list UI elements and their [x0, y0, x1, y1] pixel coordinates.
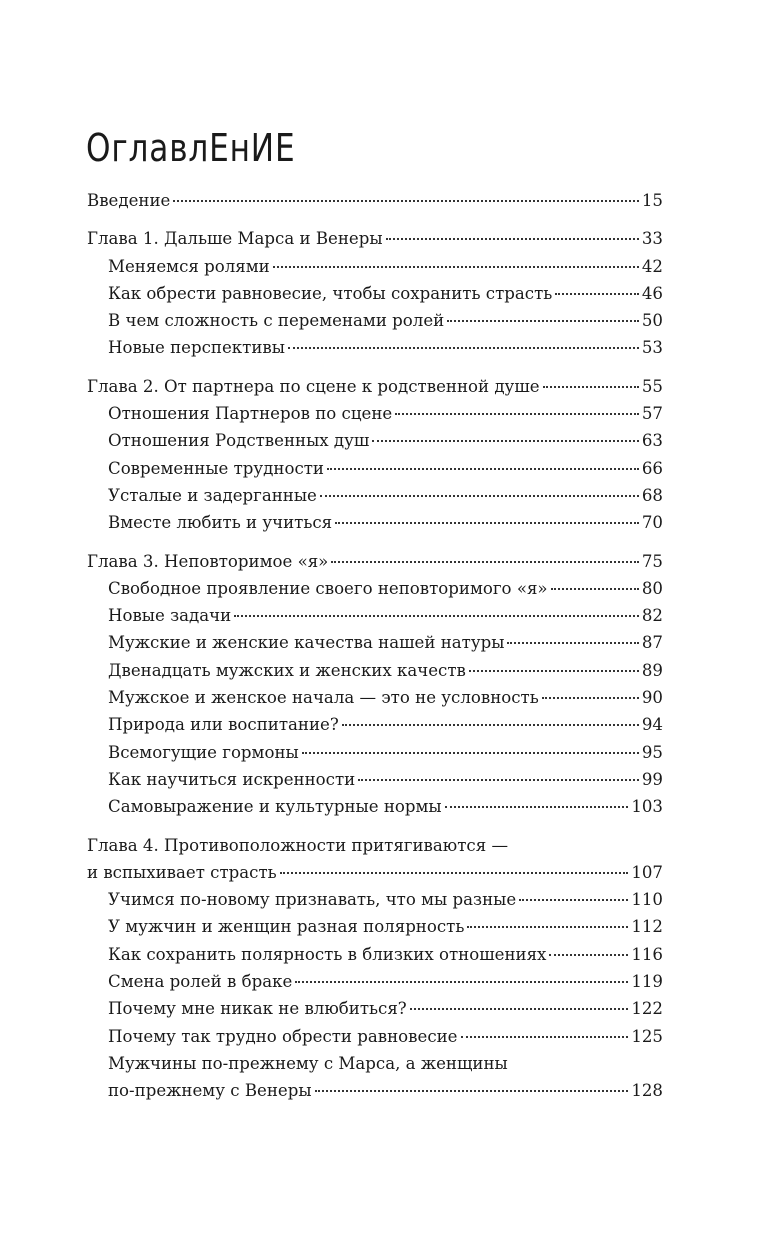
dot-leader	[288, 346, 639, 349]
dot-leader	[327, 467, 639, 470]
toc-page-number: 125	[631, 1026, 663, 1046]
toc-page-number: 57	[641, 404, 663, 424]
toc-entry-title: Новые перспективы	[108, 338, 285, 358]
toc-entry-title: Всемогущие гормоны	[108, 742, 299, 762]
toc-subentry	[87, 1077, 663, 1104]
dot-leader	[555, 292, 639, 295]
toc-subentry	[87, 995, 663, 1022]
toc-subentry	[87, 793, 663, 820]
toc-page-number: 15	[641, 191, 663, 210]
toc-page-number: 82	[641, 606, 663, 626]
toc-subentry	[87, 913, 663, 940]
toc-entry-title: Мужское и женское начала — это не условность	[108, 688, 539, 708]
dot-leader	[335, 521, 639, 524]
toc-subentry	[87, 1023, 663, 1050]
dot-leader	[315, 1089, 629, 1092]
dot-leader	[461, 1035, 629, 1038]
toc-page-number: 95	[641, 742, 663, 762]
toc-page-number: 80	[641, 578, 663, 598]
toc-page-number: 66	[641, 458, 663, 478]
toc-subentry	[87, 968, 663, 995]
toc-entry-title: Самовыражение и культурные нормы	[108, 797, 442, 817]
toc-group	[87, 225, 663, 361]
dot-leader	[507, 641, 638, 644]
page-title: ОглавлЕнИЕ	[86, 126, 296, 171]
dot-leader	[447, 319, 639, 322]
dot-leader	[302, 751, 639, 754]
toc-group	[87, 548, 663, 821]
toc-subentry	[87, 427, 663, 454]
toc-entry-title: Как обрести равновесие, чтобы сохранить страсть	[108, 283, 553, 303]
dot-leader	[342, 723, 639, 726]
dot-leader	[173, 199, 639, 202]
toc-subentry	[87, 575, 663, 602]
dot-leader	[372, 439, 639, 442]
toc-subentry	[87, 602, 663, 629]
toc-entry-title: Введение	[87, 191, 171, 210]
dot-leader	[543, 385, 639, 388]
toc-subentry	[87, 941, 663, 968]
toc-page-number: 55	[641, 376, 663, 396]
toc-subentry	[87, 711, 663, 738]
toc-page-number: 119	[631, 972, 663, 992]
toc-entry-title: Природа или воспитание?	[108, 715, 339, 735]
dot-leader	[467, 925, 628, 928]
toc-subentry	[87, 280, 663, 307]
toc-page-number: 94	[641, 715, 663, 735]
toc-entry-title: Новые задачи	[108, 606, 232, 626]
dot-leader	[331, 560, 639, 563]
toc-entry-title: Глава 1. Дальше Марса и Венеры	[87, 229, 383, 249]
toc-subentry	[87, 307, 663, 334]
toc-page-number: 50	[641, 311, 663, 331]
toc-page-number: 116	[631, 944, 663, 964]
dot-leader	[358, 778, 639, 781]
toc-group	[87, 373, 663, 537]
dot-leader	[519, 898, 628, 901]
toc-page-number: 122	[631, 999, 663, 1019]
toc-subentry	[87, 886, 663, 913]
dot-leader	[445, 805, 629, 808]
toc-entry	[87, 225, 663, 252]
dot-leader	[320, 494, 639, 497]
toc-page-number: 128	[631, 1081, 663, 1101]
toc-entry	[87, 373, 663, 400]
toc-entry-title: Смена ролей в браке	[108, 972, 293, 992]
dot-leader	[234, 614, 639, 617]
toc-entry-title: Глава 3. Неповторимое «я»	[87, 551, 329, 571]
toc-subentry	[87, 455, 663, 482]
toc-entry-title: и вспыхивает страсть	[87, 862, 277, 882]
dot-leader	[542, 696, 639, 699]
toc-subentry	[87, 657, 663, 684]
toc-subentry	[87, 253, 663, 280]
toc-entry-title: Почему так трудно обрести равновесие	[108, 1026, 458, 1046]
toc-subentry	[87, 739, 663, 766]
toc-entry-title: Как научиться искренности	[108, 769, 356, 789]
toc-page-number: 90	[641, 688, 663, 708]
toc-subentry	[87, 482, 663, 509]
toc-entry-title: Отношения Партнеров по сцене	[108, 404, 393, 424]
toc-page-number: 112	[631, 917, 663, 937]
toc-entry-title: Усталые и задерганные	[108, 485, 317, 505]
toc-page-number: 42	[641, 256, 663, 276]
toc-entry-title: Отношения Родственных душ	[108, 431, 370, 451]
toc-entry-title: Как сохранить полярность в близких отношениях	[108, 944, 547, 964]
toc-page-number: 68	[641, 485, 663, 505]
toc-page-number: 110	[631, 890, 663, 910]
toc-page-number: 89	[641, 660, 663, 680]
toc-page-number: 33	[641, 229, 663, 249]
toc-group	[87, 832, 663, 1105]
toc-page-number: 75	[641, 551, 663, 571]
toc-entry-title: Учимся по-новому признавать, что мы разные	[108, 890, 517, 910]
toc-entry-title: Двенадцать мужских и женских качеств	[108, 660, 466, 680]
dot-leader	[469, 669, 639, 672]
dot-leader	[280, 871, 629, 874]
toc-subentry	[87, 629, 663, 656]
toc-subentry	[87, 400, 663, 427]
toc-entry-title: Вместе любить и учиться	[108, 513, 333, 533]
toc-entry	[87, 859, 663, 886]
dot-leader	[549, 953, 628, 956]
toc-entry-title: Современные трудности	[108, 458, 324, 478]
dot-leader	[395, 412, 639, 415]
toc-subentry	[87, 766, 663, 793]
toc-page-number: 87	[641, 633, 663, 653]
toc-entry-title: Свободное проявление своего неповторимого «я»	[108, 578, 548, 598]
toc-entry	[87, 187, 663, 214]
toc-entry-title: по-прежнему с Венеры	[108, 1081, 312, 1101]
toc-subentry	[87, 684, 663, 711]
dot-leader	[295, 980, 628, 983]
toc-entry-line: Мужчины по-прежнему с Марса, а женщины	[108, 1053, 508, 1073]
toc-entry-title: У мужчин и женщин разная полярность	[108, 917, 465, 937]
toc-entry-title: В чем сложность с переменами ролей	[108, 311, 445, 331]
toc-entry	[87, 548, 663, 575]
toc-entry-title: Глава 2. От партнера по сцене к родственной душе	[87, 376, 540, 396]
toc-page-number: 103	[631, 797, 663, 817]
dot-leader	[410, 1007, 629, 1010]
toc-group	[87, 187, 663, 214]
toc-entry-title: Меняемся ролями	[108, 256, 270, 276]
toc-page-number: 70	[641, 513, 663, 533]
dot-leader	[386, 237, 639, 240]
table-of-contents	[87, 187, 663, 1116]
toc-page-number: 53	[641, 338, 663, 358]
toc-page-number: 107	[631, 862, 663, 882]
toc-page-number: 46	[641, 283, 663, 303]
dot-leader	[551, 587, 639, 590]
toc-entry-title: Мужские и женские качества нашей натуры	[108, 633, 505, 653]
toc-subentry	[87, 334, 663, 361]
dot-leader	[273, 265, 639, 268]
toc-entry-title: Почему мне никак не влюбиться?	[108, 999, 407, 1019]
toc-page-number: 99	[641, 769, 663, 789]
toc-page-number: 63	[641, 431, 663, 451]
toc-subentry	[87, 509, 663, 536]
toc-entry-line: Глава 4. Противоположности притягиваются —	[87, 835, 509, 855]
